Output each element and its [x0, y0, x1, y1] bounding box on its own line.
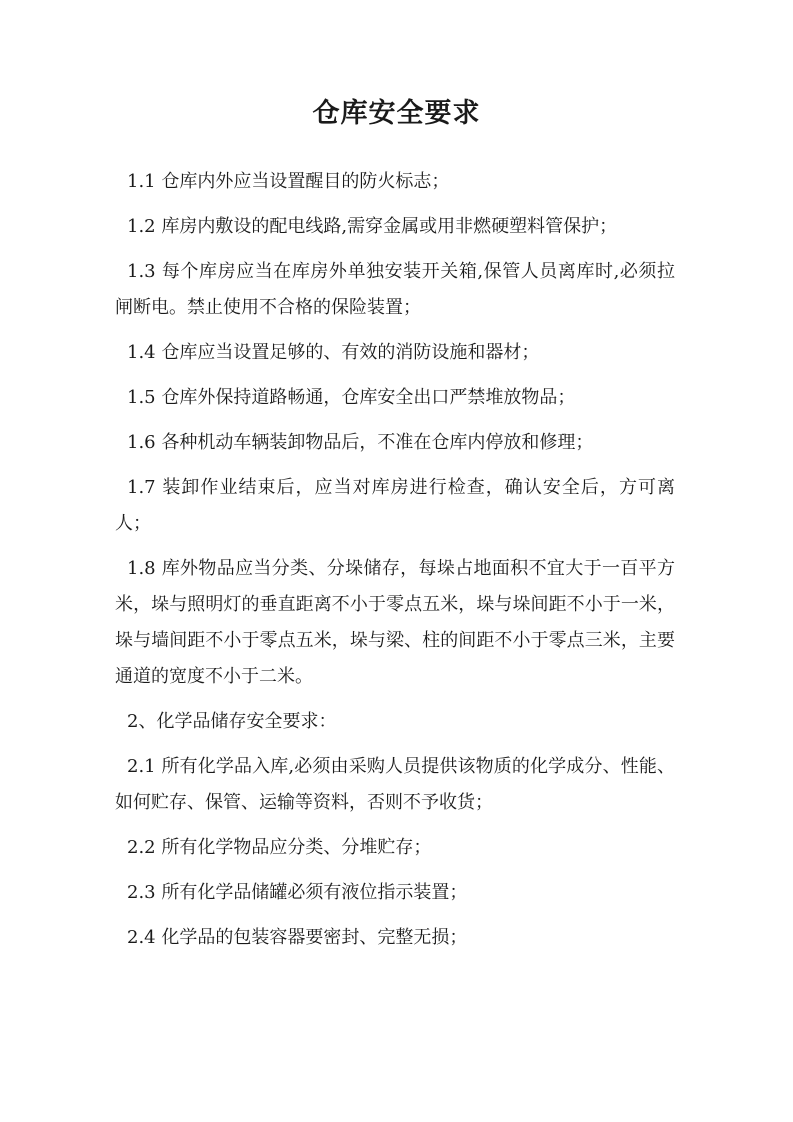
document-title: 仓库安全要求 — [312, 98, 481, 129]
paragraph-1-1: 1.1 仓库内外应当设置醒目的防火标志； — [127, 171, 450, 192]
paragraph-2-1: 2.1 所有化学品入库,必须由采购人员提供该物质的化学成分、性能、如何贮存、保管、运输等资料，否则不予收货； — [115, 756, 675, 813]
paragraph-1-6: 1.6 各种机动车辆装卸物品后，不准在仓库内停放和修理； — [127, 432, 594, 453]
paragraph-2-3: 2.3 所有化学品储罐必须有液位指示装置； — [127, 882, 468, 903]
paragraph-2-2: 2.2 所有化学物品应分类、分堆贮存； — [127, 837, 432, 858]
paragraph-1-7: 1.7 装卸作业结束后，应当对库房进行检查，确认安全后，方可离人； — [115, 477, 675, 534]
paragraph-1-2: 1.2 库房内敷设的配电线路,需穿金属或用非燃硬塑料管保护； — [127, 216, 618, 237]
document-body — [115, 164, 675, 965]
paragraph-2-4: 2.4 化学品的包装容器要密封、完整无损； — [127, 927, 468, 948]
paragraph-1-4: 1.4 仓库应当设置足够的、有效的消防设施和器材； — [127, 342, 540, 363]
paragraph-1-3: 1.3 每个库房应当在库房外单独安装开关箱,保管人员离库时,必须拉闸断电。禁止使用不合格的保险装置； — [115, 261, 675, 318]
paragraph-1-5: 1.5 仓库外保持道路畅通，仓库安全出口严禁堆放物品； — [127, 387, 576, 408]
section-2-heading: 2、化学品储存安全要求： — [127, 711, 337, 732]
paragraph-1-8: 1.8 库外物品应当分类、分垛储存，每垛占地面积不宜大于一百平方米，垛与照明灯的垂直距离不小于零点五米，垛与垛间距不小于一米，垛与墙间距不小于零点五米，垛与梁、柱的间距不小于零点三米，主要通道的宽度不小于二米。 — [115, 558, 675, 687]
